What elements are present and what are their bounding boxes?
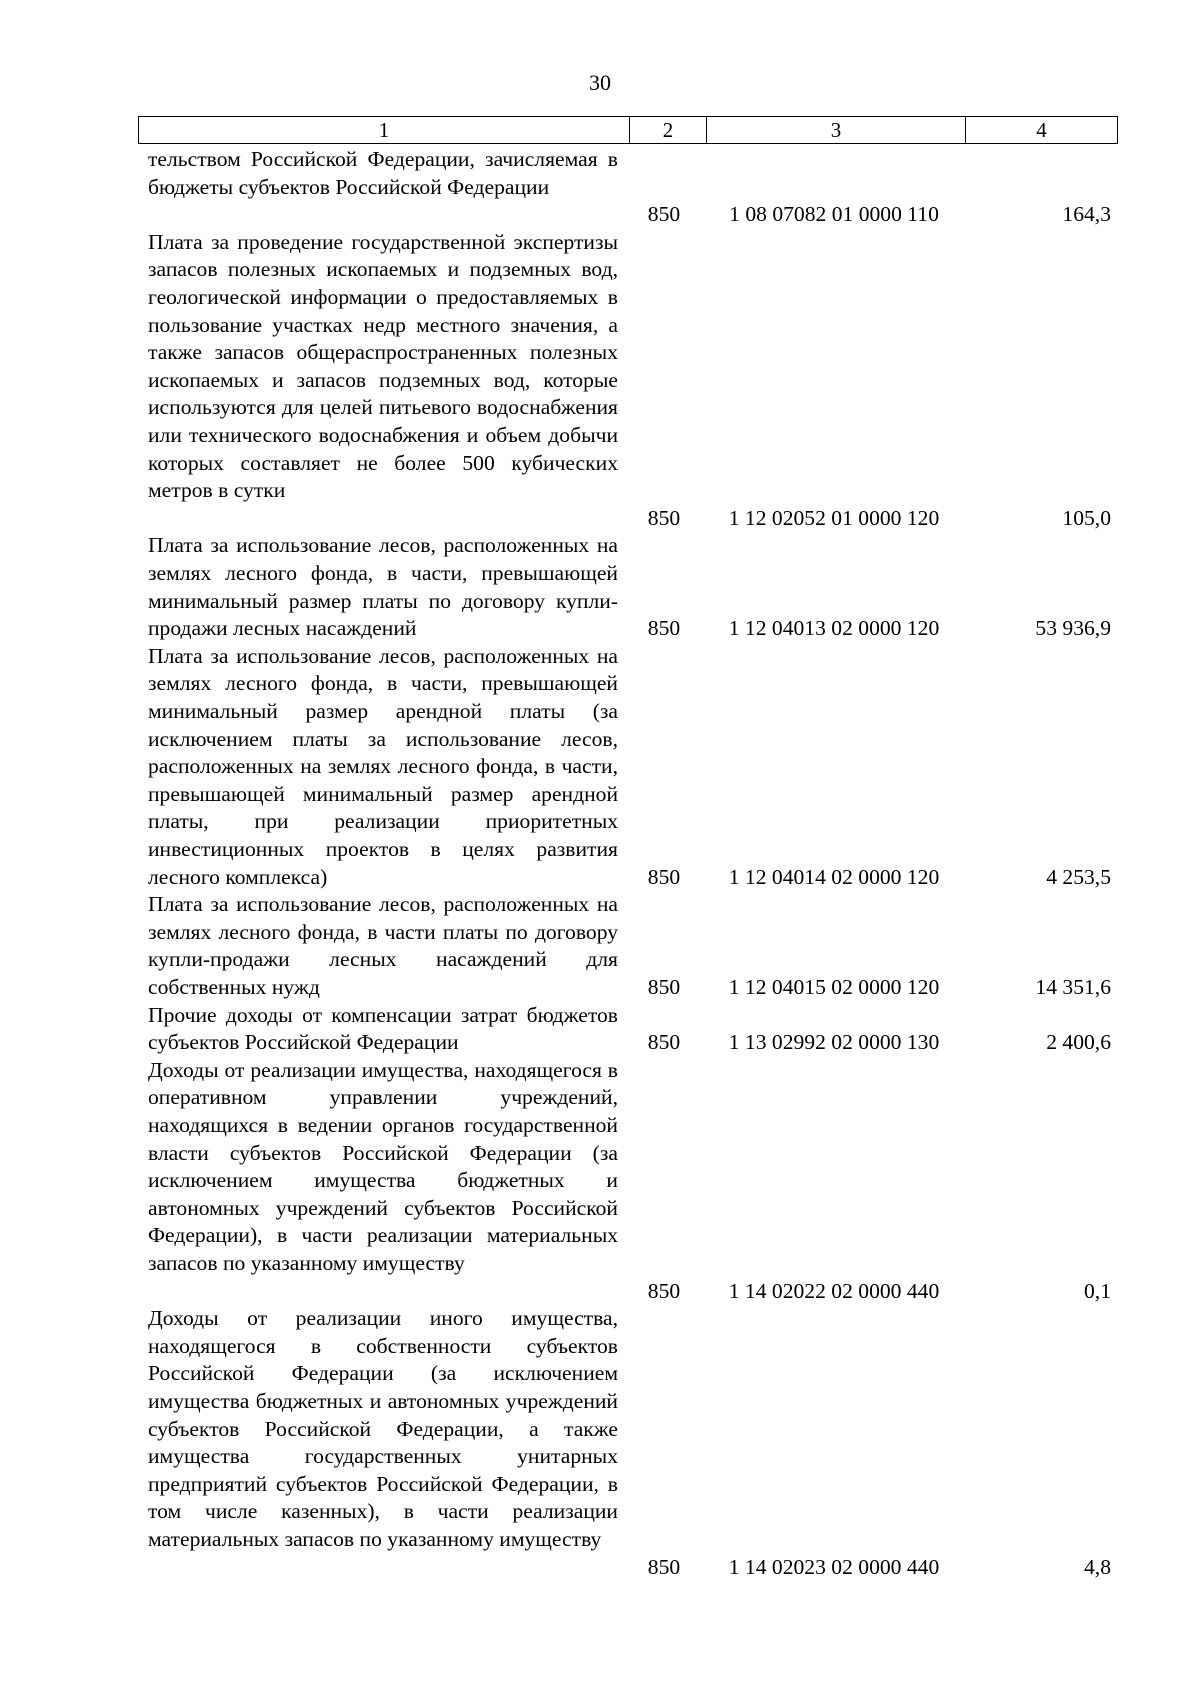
row-admin-code: 850: [647, 974, 681, 999]
row-budget-code: 1 12 04015 02 0000 120: [728, 974, 940, 999]
table-row: [0, 891, 1200, 1001]
row-amount: 164,3: [1062, 202, 1111, 227]
row-amount: 105,0: [1062, 505, 1111, 530]
row-budget-code: 1 08 07082 01 0000 110: [729, 202, 939, 227]
page-number: 30: [589, 70, 611, 95]
row-admin-code: 850: [647, 505, 681, 530]
row-description: Прочие доходы от компенсации затрат бюджетов субъектов Российской Федерации: [148, 1002, 618, 1055]
row-admin-code: 850: [647, 616, 681, 641]
table-row: [0, 532, 1200, 642]
row-amount: 2 400,6: [1046, 1030, 1111, 1055]
row-admin-code: 850: [647, 1030, 681, 1055]
row-amount: 53 936,9: [1035, 616, 1111, 641]
row-budget-code: 1 12 04014 02 0000 120: [728, 864, 940, 889]
row-admin-code: 850: [647, 202, 681, 227]
row-amount: 4 253,5: [1046, 864, 1111, 889]
table-row: [0, 1057, 1200, 1305]
table-header: [138, 116, 1118, 144]
row-amount: 0,1: [1084, 1278, 1111, 1303]
row-budget-code: 1 13 02992 02 0000 130: [728, 1030, 940, 1055]
header-col-4: 4: [965, 117, 1117, 143]
row-description: Плата за использование лесов, расположенных на землях лесного фонда, в части, превышающей минимальный размер арендной платы (за исключением платы за использование лесов, расположенных на землях лесного фонда, в части, превышающей минимальный размер арендной платы, при реализации приоритетных инвестиционных проектов в целях развития лесного комплекса): [148, 643, 618, 889]
row-admin-code: 850: [647, 1278, 681, 1303]
row-budget-code: 1 14 02022 02 0000 440: [728, 1278, 940, 1303]
row-description: Плата за использование лесов, расположенных на землях лесного фонда, в части, превышающей минимальный размер платы по договору купли-продажи лесных насаждений: [148, 533, 618, 641]
row-admin-code: 850: [647, 864, 681, 889]
row-budget-code: 1 14 02023 02 0000 440: [728, 1554, 940, 1579]
table-row: [0, 146, 1200, 229]
header-col-3: 3: [706, 117, 965, 143]
row-budget-code: 1 12 02052 01 0000 120: [728, 505, 940, 530]
row-description: тельством Российской Федерации, зачисляемая в бюджеты субъектов Российской Федерации: [148, 147, 618, 199]
row-admin-code: 850: [647, 1554, 681, 1579]
table-row: [0, 1002, 1200, 1057]
row-budget-code: 1 12 04013 02 0000 120: [728, 616, 940, 641]
header-col-2: 2: [629, 117, 706, 143]
row-amount: 14 351,6: [1035, 974, 1111, 999]
table-body: [0, 146, 1200, 1581]
row-description: Плата за проведение государственной экспертизы запасов полезных ископаемых и подземных вод, геологической информации о предоставляемых в пользование участках недр местного значения, а также запасов общераспространенных полезных ископаемых и запасов подземных вод, которые используются для целей питьевого водоснабжения или технического водоснабжения и объем добычи которых составляет не более 500 кубических метров в сутки: [148, 229, 618, 503]
row-description: Доходы от реализации иного имущества, находящегося в собственности субъектов Российской Федерации (за исключением имущества бюджетных и автономных учреждений субъектов Российской Федерации, а также имущества государственных унитарных предприятий субъектов Российской Федерации, в том числе казенных), в части реализации материальных запасов по указанному имуществу: [148, 1306, 618, 1551]
table-row: [0, 643, 1200, 891]
row-description: Плата за использование лесов, расположенных на землях лесного фонда, в части платы по договору купли-продажи лесных насаждений для собственных нужд: [148, 892, 618, 999]
table-row: [0, 229, 1200, 533]
header-col-1: 1: [378, 118, 390, 142]
table-row: [0, 1305, 1200, 1581]
row-description: Доходы от реализации имущества, находящегося в оперативном управлении учреждений, находящихся в ведении органов государственной власти субъектов Российской Федерации (за исключением имущества бюджетных и автономных учреждений субъектов Российской Федерации), в части реализации материальных запасов по указанному имуществу: [148, 1057, 618, 1275]
row-amount: 4,8: [1084, 1554, 1111, 1579]
